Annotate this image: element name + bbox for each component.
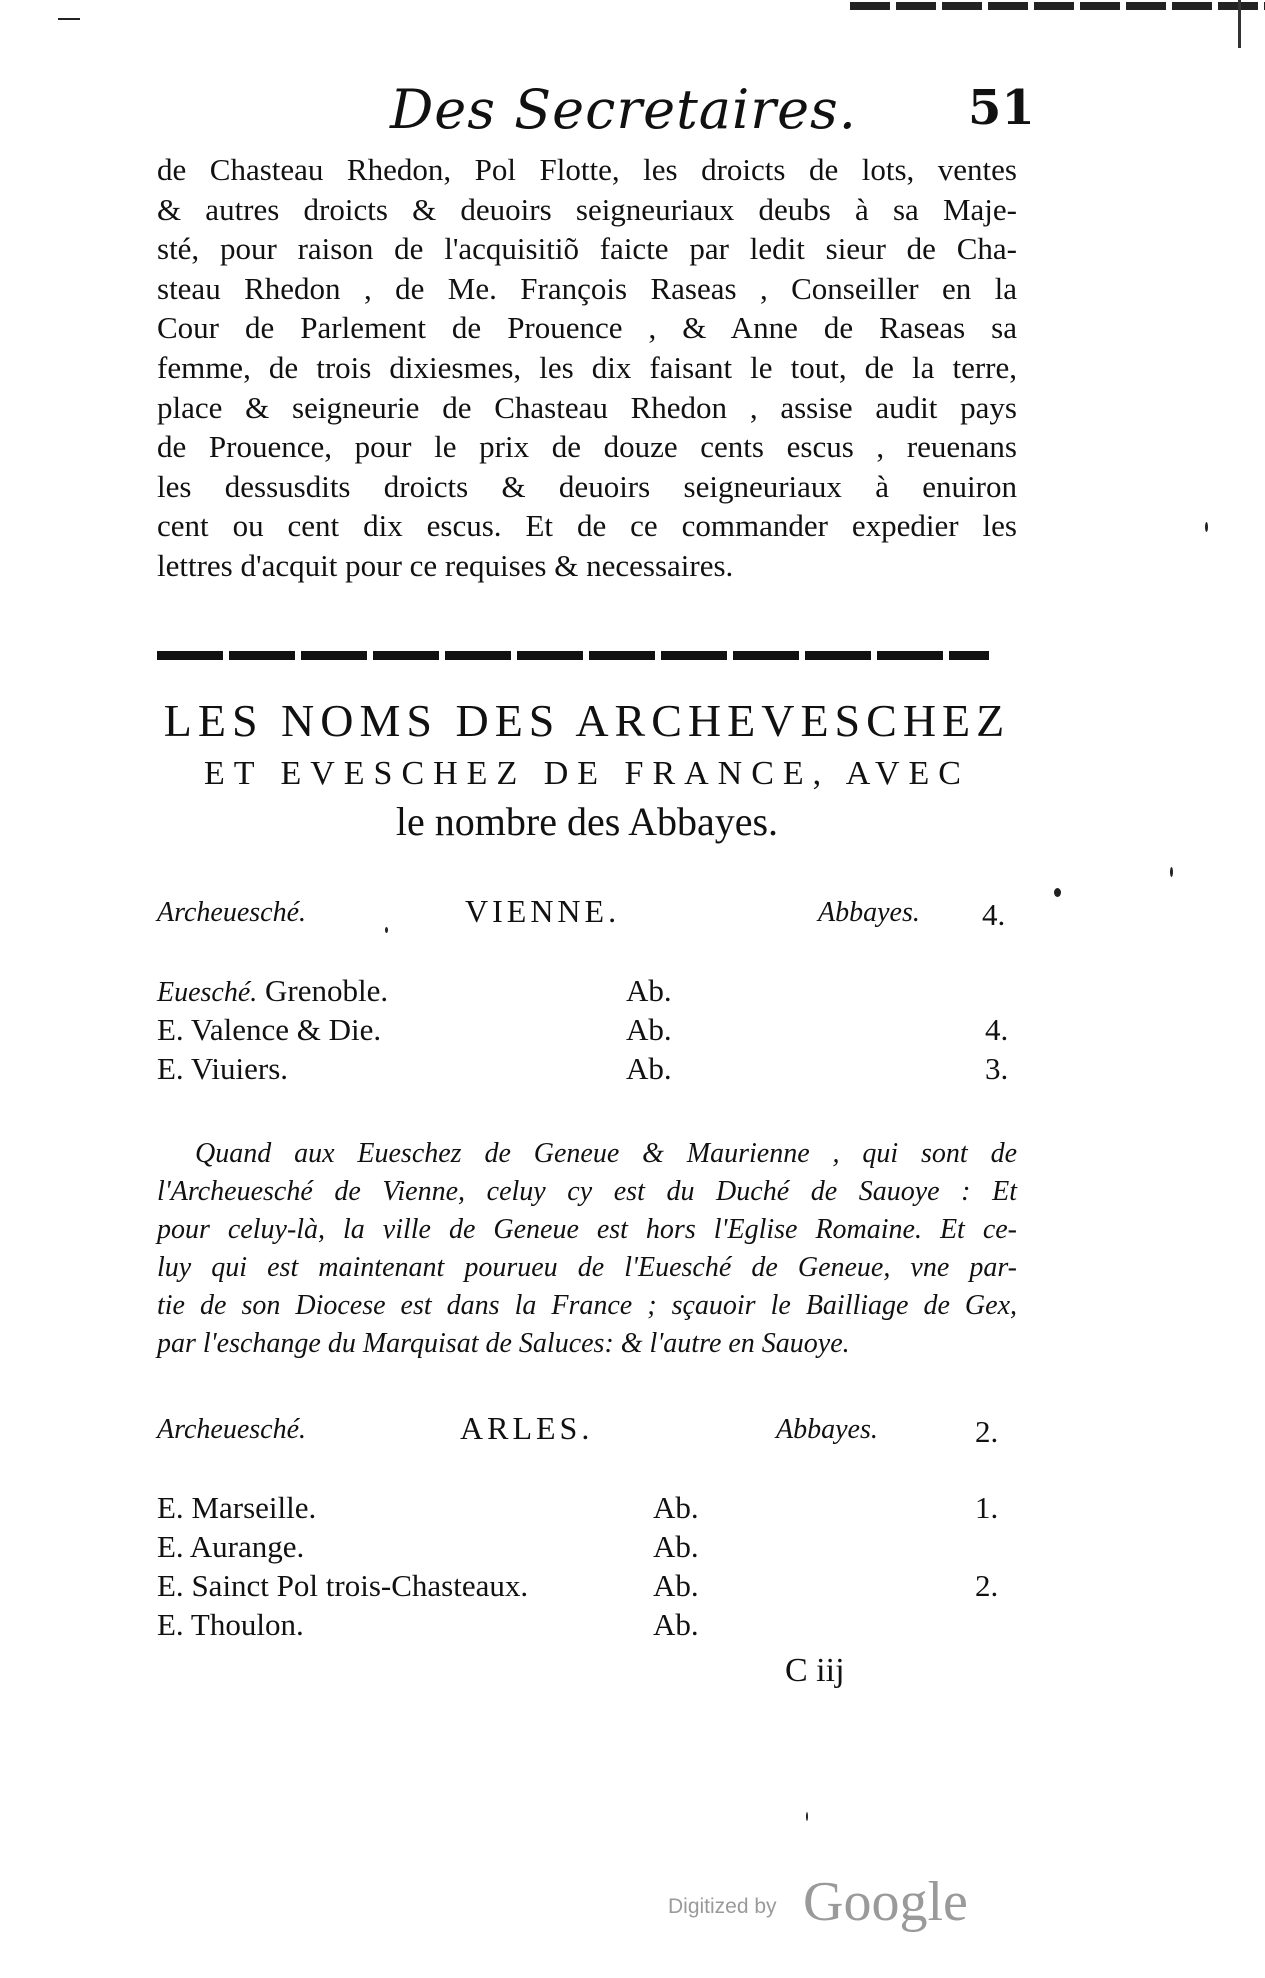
- archbishopric-label: Archeuesché.: [157, 897, 306, 928]
- diocese-row: [157, 973, 388, 1009]
- diocese-name: Valence & Die.: [190, 1012, 382, 1047]
- body-line: de Prouence, pour le prix de douze cents escus , reuenans: [157, 429, 1017, 465]
- body-line: lettres d'acquit pour ce requises & necessaires.: [157, 547, 734, 583]
- body-line: les dessusdits droicts & deuoirs seigneuriaux à enuiron: [157, 468, 1017, 504]
- archbishopric-name: ARLES.: [460, 1410, 594, 1446]
- diocese-row: [157, 1490, 316, 1526]
- body-line: Cour de Parlement de Prouence , & Anne de Raseas sa: [157, 310, 1017, 346]
- diocese-name: Aurange.: [189, 1529, 305, 1564]
- abbey-count: 2.: [975, 1568, 999, 1603]
- abbey-abbrev: Ab.: [626, 973, 672, 1008]
- diocese-prefix: E.: [157, 1012, 184, 1047]
- abbayes-count: 4.: [982, 897, 1006, 932]
- diocese-name: Thoulon.: [190, 1607, 304, 1642]
- diocese-row: [157, 1607, 304, 1643]
- abbey-count: 3.: [985, 1051, 1009, 1086]
- note-line: pour celuy-là, la ville de Geneue est hors l'Eglise Romaine. Et ce-: [157, 1214, 1017, 1245]
- diocese-prefix: E.: [157, 1529, 184, 1564]
- ink-speck: [1170, 867, 1173, 877]
- italic-note: [157, 1135, 1017, 1363]
- note-line: par l'eschange du Marquisat de Saluces: & l'autre en Sauoye.: [157, 1328, 850, 1359]
- abbey-abbrev: Ab.: [626, 1051, 672, 1086]
- google-logo: Google: [803, 1871, 968, 1933]
- body-line: sté, pour raison de l'acquisitiõ faicte par ledit sieur de Cha-: [157, 231, 1017, 267]
- abbayes-count: 2.: [975, 1414, 999, 1449]
- diocese-row: [157, 1568, 528, 1604]
- section-title-line-1: LES NOMS DES ARCHEVESCHEZ: [163, 695, 1011, 746]
- diocese-row: [157, 1012, 381, 1048]
- section-title-line-2: ET EVESCHEZ DE FRANCE, AVEC: [204, 755, 970, 792]
- diocese-row: [157, 1529, 304, 1565]
- note-line: l'Archeuesché de Vienne, celuy cy est du Duché de Sauoye : Et: [157, 1176, 1017, 1207]
- diocese-prefix: E.: [157, 1568, 184, 1603]
- body-line: femme, de trois dixiesmes, les dix faisant le tout, de la terre,: [157, 349, 1017, 385]
- diocese-name: Marseille.: [191, 1490, 317, 1525]
- diocese-prefix: E.: [157, 1490, 184, 1525]
- body-line: cent ou cent dix escus. Et de ce commander expedier les: [157, 508, 1017, 544]
- diocese-row: [157, 1051, 288, 1087]
- margin-mark: [58, 18, 80, 20]
- diocese-name: Viuiers.: [190, 1051, 289, 1086]
- note-line: Quand aux Eueschez de Geneue & Maurienne , qui sont de: [195, 1138, 1017, 1169]
- abbey-abbrev: Ab.: [653, 1529, 699, 1564]
- diocese-name: Sainct Pol trois-Chasteaux.: [191, 1568, 529, 1603]
- body-line: steau Rhedon , de Me. François Raseas , Conseiller en la: [157, 270, 1017, 306]
- ink-speck: [385, 927, 388, 933]
- ink-speck: [1205, 522, 1208, 532]
- running-head: Des Secretaires.: [390, 78, 857, 141]
- note-line: luy qui est maintenant pourueu de l'Euesché de Geneue, vne par-: [157, 1252, 1017, 1283]
- ink-speck: [806, 1812, 808, 1821]
- signature-mark: C iij: [785, 1652, 845, 1689]
- body-line: place & seigneurie de Chasteau Rhedon , assise audit pays: [157, 389, 1017, 425]
- ink-speck: [1054, 888, 1061, 897]
- digitized-by-text: Digitized by: [668, 1895, 777, 1918]
- top-border-rule: [850, 2, 1265, 10]
- abbey-abbrev: Ab.: [653, 1490, 699, 1525]
- abbey-count: 4.: [985, 1012, 1009, 1047]
- abbey-abbrev: Ab.: [653, 1568, 699, 1603]
- note-line: tie de son Diocese est dans la France ; sçauoir le Bailliage de Gex,: [157, 1290, 1017, 1321]
- abbayes-label: Abbayes.: [776, 1414, 878, 1445]
- ornamental-divider: [157, 651, 989, 660]
- abbayes-label: Abbayes.: [818, 897, 920, 928]
- body-line: & autres droicts & deuoirs seigneuriaux deubs à sa Maje-: [157, 191, 1017, 227]
- diocese-name: Grenoble.: [265, 973, 389, 1008]
- page-edge-mark: [1238, 0, 1241, 48]
- diocese-prefix: Euesché.: [157, 977, 258, 1008]
- abbey-abbrev: Ab.: [626, 1012, 672, 1047]
- body-line: de Chasteau Rhedon, Pol Flotte, les droicts de lots, ventes: [157, 152, 1017, 187]
- page-number: 51: [968, 80, 1035, 136]
- archbishopric-name: VIENNE.: [465, 893, 621, 929]
- abbey-abbrev: Ab.: [653, 1607, 699, 1642]
- section-title-line-3: le nombre des Abbayes.: [395, 799, 779, 844]
- abbey-count: 1.: [975, 1490, 999, 1525]
- body-paragraph: [157, 150, 1017, 586]
- diocese-prefix: E.: [157, 1051, 184, 1086]
- archbishopric-label: Archeuesché.: [157, 1414, 306, 1445]
- diocese-prefix: E.: [157, 1607, 184, 1642]
